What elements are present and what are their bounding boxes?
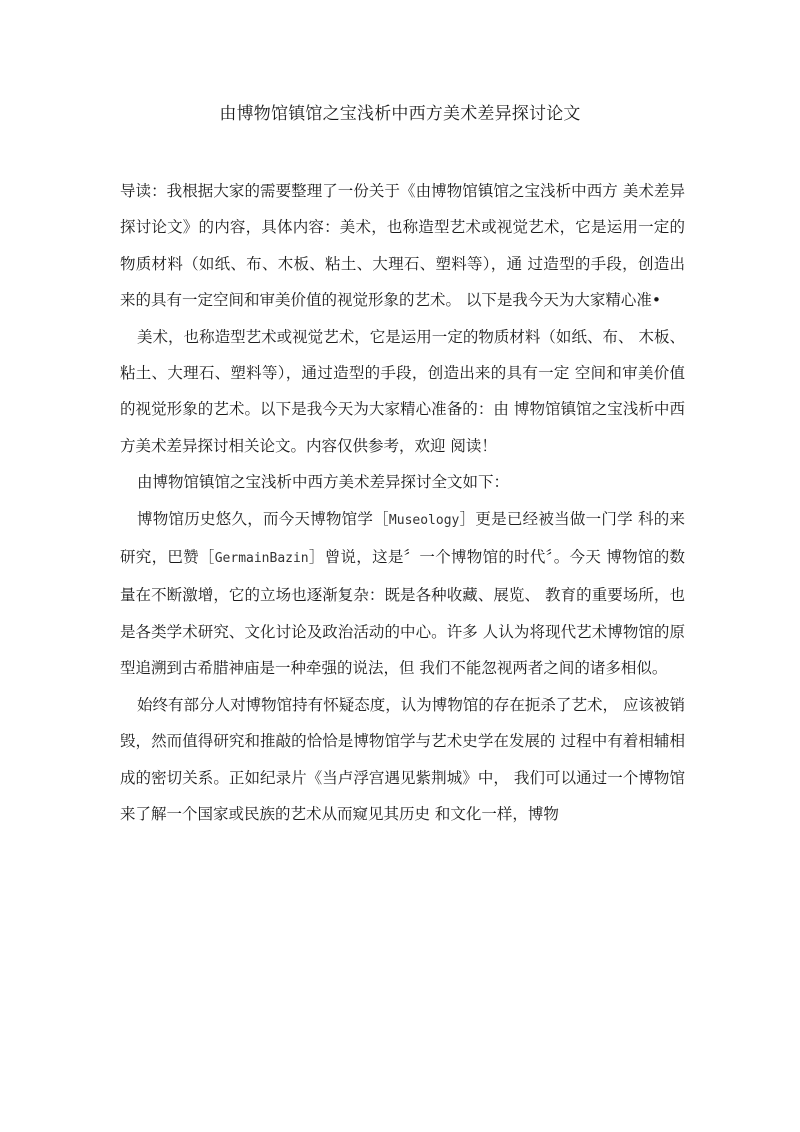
museology-term: Museology	[388, 512, 460, 528]
intro-paragraph: 导读：我根据大家的需要整理了一份关于《由博物馆镇馆之宝浅析中西方 美术差异探讨论文》的内容，具体内容：美术，也称造型艺术或视觉艺术，它是运用一定的物质材料（如纸、布、木板、粘土、大理石、塑料等），通 过造型的手段，创造出来的具有一定空间和审美价值的视觉形象的艺术。 以下是我今天为大家精心准•	[120, 182, 685, 310]
body-paragraph-1: 美术，也称造型艺术或视觉艺术，它是运用一定的物质材料（如纸、布、 木板、粘土、大理石、塑料等），通过造型的手段，创造出来的具有一定 空间和审美价值的视觉形象的艺术。以下是我今天为大家精心准备的：由 博物馆镇馆之宝浅析中西方美术差异探讨相关论文。内容仅供参考，欢迎 阅读！	[120, 327, 685, 455]
paragraph-3-text-c: ］曾说，这是〞一个博物馆的时代〞。今天 博物馆的数量在不断激增，它的立场也逐渐复杂：既是各种收藏、展览、 教育的重要场所，也是各类学术研究、文化讨论及政治活动的中心。许多 人认为将现代艺术博物馆的原型追溯到古希腊神庙是一种牵强的说法，但 我们不能忽视两者之间的诸多相似。	[120, 548, 685, 678]
body-paragraph-3	[120, 501, 685, 687]
body-paragraph-4: 始终有部分人对博物馆持有怀疑态度，认为博物馆的存在扼杀了艺术， 应该被销毁，然而值得研究和推敲的恰恰是博物馆学与艺术史学在发展的 过程中有着相辅相成的密切关系。正如纪录片《当卢浮宫遇见紫荆城》中， 我们可以通过一个博物馆来了解一个国家或民族的艺术从而窥见其历史 和文化一样，博物	[120, 695, 685, 823]
paragraph-3-text-a: 博物馆历史悠久，而今天博物馆学［	[137, 509, 389, 528]
paragraph-3-text-b: ］更是已经被当做一门学 科的来研究，巴赞［	[120, 509, 685, 567]
document-body	[120, 173, 685, 832]
document-title: 由博物馆镇馆之宝浅析中西方美术差异探讨论文	[219, 104, 581, 124]
body-paragraph-2: 由博物馆镇馆之宝浅析中西方美术差异探讨全文如下：	[137, 473, 510, 492]
bazin-name: GermainBazin	[214, 551, 309, 567]
